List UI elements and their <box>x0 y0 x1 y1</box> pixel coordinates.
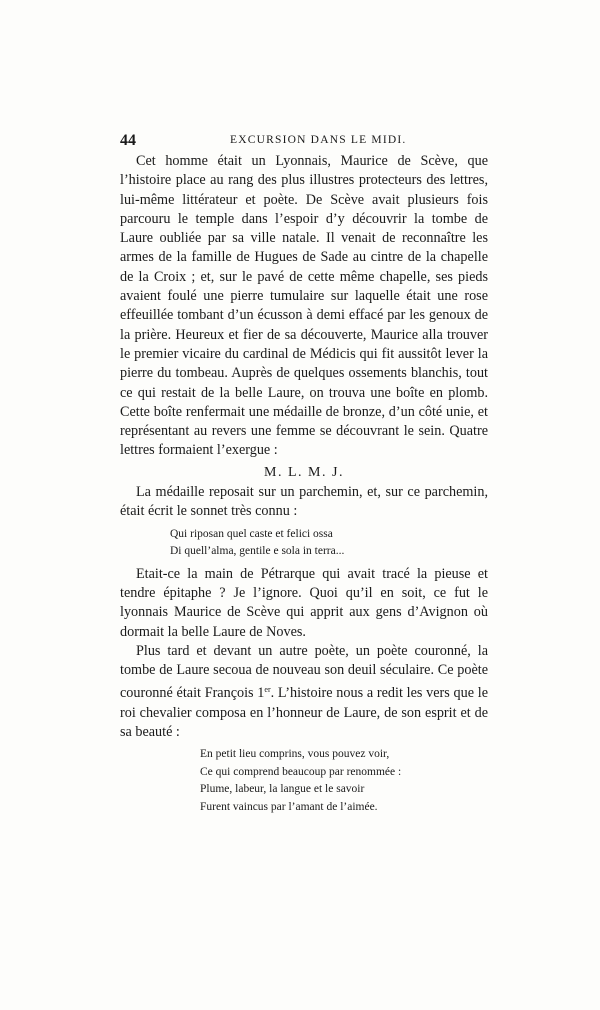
paragraph-1: Cet homme était un Lyonnais, Maurice de Scève, que l’histoire place au rang des plus illustres protecteurs des lettres, lui-même littérateur et poète. De Scève avait plusieurs fois parcouru le temple dans l’espoir d’y découvrir la tombe de Laure oubliée par sa ville natale. Il venait de reconnaître les armes de la famille de Hugues de Sade au cintre de la chapelle de la Croix ; et, sur le pavé de cette même chapelle, ses pieds avaient foulé une pierre tumulaire sur laquelle était une rose effeuillée tombant d’un écusson à demi effacé par les genoux de la prière. Heureux et fier de sa découverte, Maurice alla trouver le premier vicaire du cardinal de Médicis qui fit aussitôt lever la pierre du tombeau. Auprès de quelques ossements blanchis, tout ce qui restait de la belle Laure, on trouva une boîte en plomb. Cette boîte renfermait une médaille de bronze, d’un côté unie, et représentant au revers une femme se découvrant le sein. Quatre lettres formaient l’exergue : <box>120 153 488 459</box>
verse-line: Furent vaincus par l’amant de l’aimée. <box>200 800 378 813</box>
medal-inscription: M. L. M. J. <box>264 464 344 480</box>
paragraph-4 <box>120 642 488 742</box>
running-title: EXCURSION DANS LE MIDI. <box>230 134 407 146</box>
verse-line: Qui riposan quel caste et felici ossa <box>170 527 333 540</box>
verse-line: Ce qui comprend beaucoup par renommée : <box>200 765 402 778</box>
page-header <box>120 132 488 150</box>
french-verse <box>120 746 488 816</box>
paragraph-4-text-a: Plus tard et devant un autre poète, un poète couronné, la tombe de Laure secoua de nouveau son deuil séculaire. Ce poète couronné était François 1 <box>120 642 488 702</box>
verse-line: Plume, labeur, la langue et le savoir <box>200 783 365 796</box>
verse-line: En petit lieu comprins, vous pouvez voir, <box>200 748 390 761</box>
paragraph-3: Etait-ce la main de Pétrarque qui avait tracé la pieuse et tendre épitaphe ? Je l’ignore. Quoi qu’il en soit, ce fut le lyonnais Maurice de Scève qui apprit aux gens d’Avignon où dormait la belle Laure de Noves. <box>120 565 488 640</box>
paragraph-4-text-b: . L’histoire nous a redit les vers que le roi chevalier composa en l’honneur de Laure, de son esprit et de sa beauté : <box>120 685 488 741</box>
body-text <box>120 152 488 820</box>
ordinal-superscript: er <box>264 685 271 695</box>
verse-line: Di quell’alma, gentile e sola in terra... <box>170 545 345 558</box>
italian-verse <box>120 526 488 561</box>
paragraph-2: La médaille reposait sur un parchemin, et, sur ce parchemin, était écrit le sonnet très connu : <box>120 484 488 520</box>
page-number: 44 <box>120 132 136 149</box>
